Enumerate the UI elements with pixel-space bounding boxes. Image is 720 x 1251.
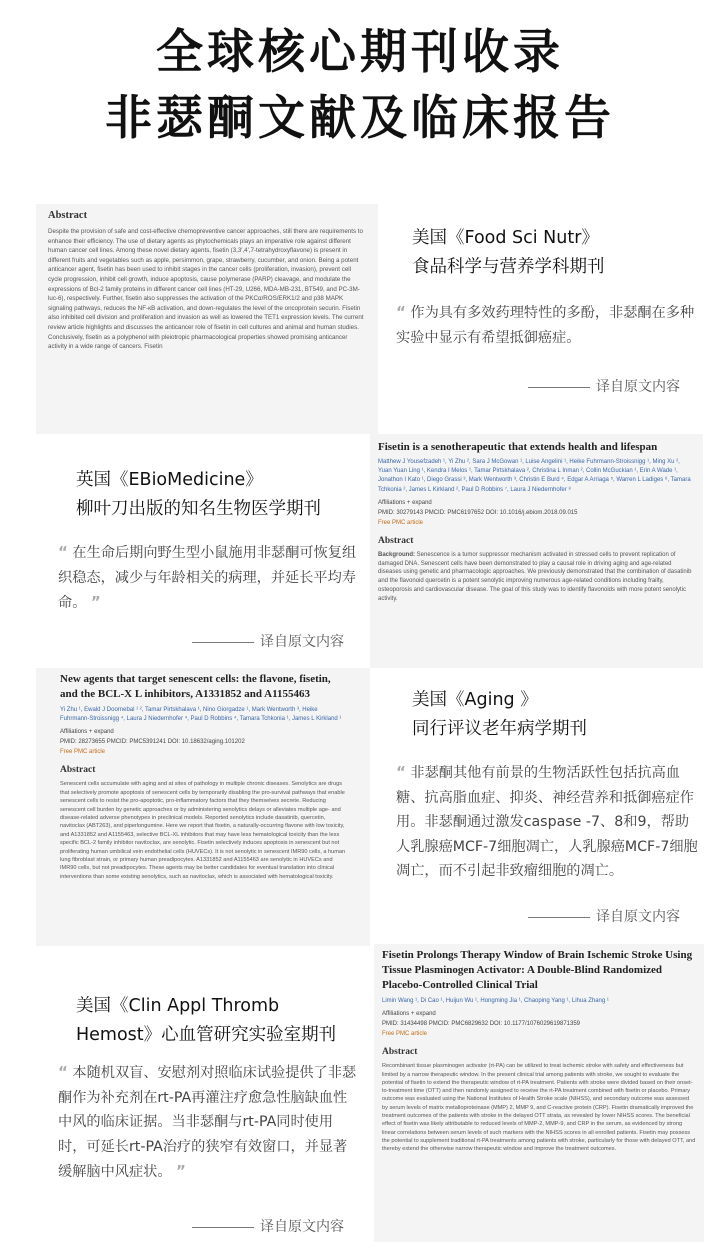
free-pmc-link[interactable]: Free PMC article [60, 749, 106, 756]
journal-name-clin-appl-thromb-hemost [76, 992, 372, 1050]
journal-line-2: 同行评议老年病学期刊 [412, 719, 587, 739]
paper-excerpt-3 [36, 668, 370, 946]
title-line-1: 全球核心期刊收录 [156, 25, 564, 80]
paper-authors[interactable]: Yi Zhu ¹, Ewald J Doornebal ¹ ², Tamar Pirtskhalava ¹, Nino Giorgadze ¹, Mark Wentworth ³, Heike Fuhrmann-Stroissnigg ⁴, Laura J Niedernhofer ⁴, Paul D Robbins ⁴, Tamara Tchkonia ¹, James L Kirkland ¹ [60, 707, 342, 723]
paper-title: Fisetin is a senotherapeutic that extends health and lifespan [378, 441, 658, 453]
title-line-2: 非瑟酮文献及临床报告 [105, 91, 615, 146]
abstract-heading: Abstract [60, 765, 96, 776]
divider-line [192, 1227, 254, 1228]
paper-excerpt-2 [370, 434, 703, 668]
paper-authors[interactable]: Limin Wang ¹, Di Cao ¹, Huijun Wu ¹, Hongming Jia ¹, Chaoping Yang ¹, Lihua Zhang ¹ [382, 998, 609, 1004]
journal-line-1: 美国《Food Sci Nutr》 [412, 228, 599, 248]
paper-excerpt-4 [374, 944, 704, 1242]
quote-text: 非瑟酮其他有前景的生物活跃性包括抗高血糖、抗高脂血症、抑炎、神经营养和抵御癌症作用。非瑟酮通过激发caspase -7、8和9，帮助人乳腺癌MCF-7细胞凋亡，人乳腺癌MCF-7细胞凋亡，而不引起非致瘤细胞的凋亡。 [396, 765, 698, 879]
journal-line-2: 柳叶刀出版的知名生物医学期刊 [76, 499, 321, 519]
abstract-text: Recombinant tissue plasminogen activator (rt-PA) can be utilized to treat ischemic stroke with safety and effectiveness but limited by a narrow therapeutic window. In the present clinical trial among patients with stroke, we sought to evaluate the potential of fisetin to extend the therapeutic window of rt-PA treatment. Patients with stroke were divided based on their onset-to-treatment time (OTT) and then randomly assigned to receive the rt-PA treatment combined with fisetin or placebo. Primary outcome was evaluated using the National Institutes of Health Stroke scale (NIHSS), and secondary outcome was assessed by serum levels of matrix metalloproteinase (MMP) 2, MMP 9, and C-reactive protein (CRP). Fisetin dramatically improved the treatment outcomes of the patients with stroke in the delayed OTT strata, as revealed by lower NIHSS scores. The beneficial effect of fisetin was likely attributable to reduced levels of MMP-2, MMP-9, and CRP in the serum, as evidenced by strong linear correlations between serum levels of such markers with the NIHSS scores in all enrolled patients. Fisetin may possess the potential to supplement traditional rt-PA treatments among patients with stroke, particularly for those with delayed OTT, and thereby extend the otherwise narrow therapeutic window and improve the treatment outcomes. [382, 1063, 696, 1153]
paper-excerpt-1 [36, 204, 378, 434]
journal-line-2: Hemost》心血管研究实验室期刊 [76, 1025, 337, 1045]
journal-name-ebiomedicine [76, 466, 366, 524]
open-quote-icon: “ [58, 543, 68, 561]
source-label: 译自原文内容 [260, 1219, 344, 1235]
source-label: 译自原文内容 [596, 379, 680, 395]
abstract-body: Senescence is a tumor suppressor mechanism activated in stressed cells to prevent replication of damaged DNA. Senescent cells have been demonstrated to play a causal role in driving aging and age-related diseases using genetic and pharmacologic approaches. We previously demonstrated that the combination of dasatinib and the flavonoid quercetin is a potent senolytic improving numerous age-related conditions including frailty, osteoporosis and cardiovascular disease. The goal of this study was to identify flavonoids with more potent senolytic activity. [378, 551, 692, 602]
abstract-heading: Abstract [378, 535, 414, 546]
abstract-text: Senescent cells accumulate with aging and at sites of pathology in multiple chronic diseases. Senolytics are drugs that selectively promote apoptosis of senescent cells by temporarily disabling the pro-survival pathways that enable senescent cells to resist the pro-apoptotic, pro-inflammatory factors that they themselves secrete. Reducing senescent cell burden by genetic approaches or by administering senolytics delays or alleviates multiple age- and disease-related adverse phenotypes in preclinical models. Reported senolytics include dasatinib, quercetin, navitoclax (ABT263), and piperlongumine. Here we report that fisetin, a naturally-occurring flavone with low toxicity, and A1331852 and A1155463, selective BCL-XL inhibitors that may have less hematological toxicity than the less specific BCL-2 family inhibitor navitoclax, are senolytic. Fisetin selectively induces apoptosis in senescent but not proliferating human umbilical vein endothelial cells (HUVECs). It is not senolytic in senescent IMR90 cells, a human lung fibroblast strain, or primary human preadipocytes. A1331852 and A1155463 are senolytic in HUVECs and IMR90 cells, but not preadipocytes. These agents may be better candidates for eventual translation into clinical interventions than some existing senolytics, such as navitoclax, which is associated with hematological toxicity. [60, 781, 346, 880]
journal-line-1: 英国《EBioMedicine》 [76, 470, 263, 490]
source-attribution [528, 376, 680, 396]
quote-text: 本随机双盲、安慰剂对照临床试验提供了非瑟酮作为补充剂在rt-PA再灌注疗愈急性脑缺血性中风的临床证据。当非瑟酮与rt-PA同时使用时，可延长rt-PA治疗的狭窄有效窗口，并显著缓解脑中风症状。 [58, 1065, 357, 1180]
journal-name-aging [412, 686, 712, 744]
quote-block [396, 300, 698, 350]
journal-line-1: 美国《Aging 》 [412, 690, 538, 710]
affiliations-toggle[interactable]: Affiliations + expand [60, 729, 114, 736]
paper-ids: PMID: 31434498 PMCID: PMC6829632 DOI: 10.1177/1076029619871359 [382, 1021, 581, 1028]
abstract-heading: Abstract [48, 210, 88, 221]
abstract-text [378, 551, 695, 604]
abstract-heading: Abstract [382, 1047, 418, 1058]
quote-text: 作为具有多效药理特性的多酚，非瑟酮在多种实验中显示有希望抵御癌症。 [396, 305, 695, 346]
quote-block [58, 1060, 360, 1185]
journal-line-2: 食品科学与营养学科期刊 [412, 257, 605, 277]
paper-ids: PMID: 28273655 PMCID: PMC5391241 DOI: 10.18632/aging.101202 [60, 739, 245, 746]
divider-line [528, 387, 590, 388]
source-attribution [192, 1216, 344, 1236]
source-label: 译自原文内容 [260, 634, 344, 650]
divider-line [528, 917, 590, 918]
divider-line [192, 642, 254, 643]
paper-authors[interactable]: Matthew J Yousefzadeh ¹, Yi Zhu ², Sara J McGowan ¹, Luise Angelini ¹, Heike Fuhrmann-Stroissnigg ¹, Ming Xu ², Yuan Yuan Ling ¹, Kendra I Melos ¹, Tamar Pirtskhalava ², Christina L Inman ², Collin McGuckian ¹, Erin A Wade ¹, Jonathon I Kato ¹, Diego Grassi ³, Mark Wentworth ³, Christin E Burd ⁴, Edgar A Arriaga ⁵, Warren L Ladiges ⁶, Tamara Tchkonia ², James L Kirkland ², Paul D Robbins ⁷, Laura J Niedernhofer ⁸ [378, 459, 691, 493]
paper-title: Fisetin Prolongs Therapy Window of Brain Ischemic Stroke Using Tissue Plasminogen Activator: A Double-Blind Randomized Placebo-Controlled Clinical Trial [382, 949, 693, 991]
affiliations-toggle[interactable]: Affiliations + expand [378, 499, 432, 506]
page-title [0, 20, 720, 152]
source-label: 译自原文内容 [596, 909, 680, 925]
quote-text: 在生命后期向野生型小鼠施用非瑟酮可恢复组织稳态，减少与年龄相关的病理，并延长平均寿命。 [58, 545, 357, 611]
open-quote-icon: “ [58, 1063, 68, 1081]
journal-name-food-sci-nutr [412, 224, 712, 282]
quote-block [58, 540, 358, 616]
affiliations-toggle[interactable]: Affiliations + expand [382, 1011, 436, 1018]
abstract-text: Despite the provision of safe and cost-effective chemopreventive cancer approaches, still there are requirements to enhance their efficiency. The use of dietary agents as phytochemicals plays an imperative role against different human cancer cell lines. Among these novel dietary agents, fisetin (3,3′,4′,7-tetrahydroxyflavone) is present in different fruits and vegetables such as apple, persimmon, grape, strawberry, cucumber, and onion. Being a potent anticancer agent, fisetin has been used to inhibit stages in the cancer cells (proliferation, invasion), prevent cell cycle progression, inhibit cell growth, induce apoptosis, cause polymerase (PARP) cleavage, and modulate the expressions of Bcl-2 family proteins in different cancer cell lines (HT-29, U266, MDA-MB-231, BT549, and PC-3M-luc-6), respectively. Further, fisetin also suppresses the activation of the PKCα/ROS/ERK1/2 and p38 MAPK signaling pathways, reduces the NF-κB activation, and down-regulates the level of the oncoprotein securin. Fisetin also inhibited cell division and proliferation and invasion as well as lowered the TET1 expression levels. The current review article highlights and discusses the anticancer role of fisetin in cell cultures and animal and human studies. Conclusively, fisetin as a polyphenol with pleiotropic pharmacological properties showed promising anticancer activity in a wide range of cancers. Fisetin [48, 228, 364, 351]
open-quote-icon: “ [396, 763, 406, 781]
paper-title: New agents that target senescent cells: the flavone, fisetin, and the BCL-X L inhibitors, A1331852 and A1155463 [60, 673, 331, 700]
source-attribution [528, 906, 680, 926]
open-quote-icon: “ [396, 303, 406, 321]
close-quote-icon: ” [176, 1162, 186, 1180]
journal-line-1: 美国《Clin Appl Thromb [76, 996, 280, 1016]
close-quote-icon: ” [90, 593, 101, 611]
abstract-label: Background: [378, 551, 416, 558]
free-pmc-link[interactable]: Free PMC article [382, 1031, 428, 1038]
source-attribution [192, 631, 344, 651]
paper-ids: PMID: 30279143 PMCID: PMC6197652 DOI: 10.1016/j.ebiom.2018.09.015 [378, 509, 578, 516]
free-pmc-link[interactable]: Free PMC article [378, 519, 424, 526]
quote-block [396, 760, 698, 884]
